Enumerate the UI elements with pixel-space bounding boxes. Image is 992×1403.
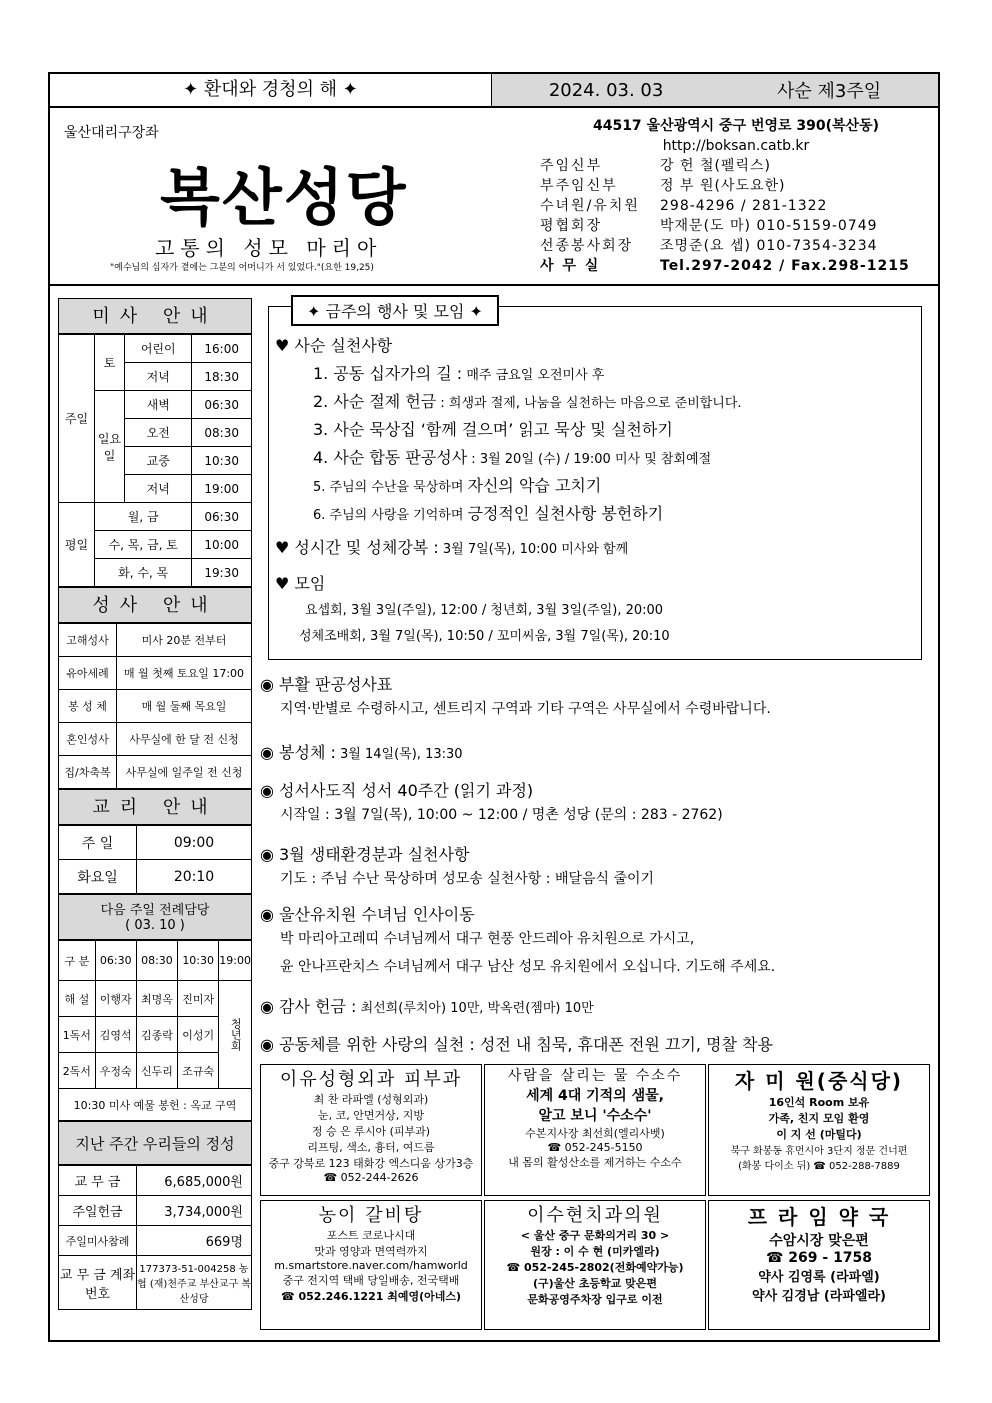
offering-table (58, 1165, 252, 1310)
website-link[interactable]: http://boksan.catb.kr (662, 138, 810, 154)
motto: "예수님의 십자가 곁에는 그분의 어머니가 서 있었다."(요한 19,25) (110, 263, 374, 273)
duty-person: 김영석 (95, 1017, 136, 1053)
mass-title: 미사 안내 (58, 298, 252, 334)
meeting-line: 요셉회, 3월 3일(주일), 12:00 / 청년회, 3월 3일(주일), 20:00 (305, 603, 664, 618)
mass-time: 19:00 (192, 475, 252, 503)
announcement: ◉ 부활 판공성사표 지역·반별로 수령하시고, 센트리지 구역과 기타 구역은 사무실에서 수령바랍니다. (260, 675, 771, 717)
info-value: 정 부 원(사도요한) (660, 178, 786, 194)
sacrament-name: 혼인성사 (59, 723, 117, 756)
duty-date: ( 03. 10 ) (125, 918, 185, 933)
sacrament-name: 집/차축복 (59, 756, 117, 789)
mass-time: 08:30 (192, 419, 252, 447)
duty-head: 구 분 (59, 941, 96, 981)
liturgical-week: 사순 제3주일 (777, 81, 882, 102)
info-key: 평협회장 (540, 218, 603, 234)
catechism-table (58, 825, 252, 894)
sacrament-name: 고해성사 (59, 624, 117, 657)
duty-title: 다음 주일 전례담당 (100, 903, 210, 918)
offering-amount: 6,685,000원 (137, 1166, 252, 1196)
info-value: 강 헌 철(펠릭스) (660, 158, 771, 174)
duty-header (58, 894, 252, 940)
announcement: ◉ 감사 헌금 : 최선희(루치아) 10만, 박옥련(젬마) 10만 (260, 997, 594, 1016)
lent-item: 5. 주님의 수난을 묵상하며 자신의 악습 고치기 (313, 476, 602, 495)
duty-table (58, 940, 252, 1121)
mass-time: 06:30 (192, 391, 252, 419)
ad-card: 자 미 원(중식당) 16인석 Room 보유 가족, 친지 모임 환영 이 지 선 (마틸다) 북구 화봉동 휴먼시아 3단지 정문 건너편 (화봉 다이소 뒤) ☎ 052-288-7889 (708, 1064, 930, 1196)
mass-time: 10:30 (192, 447, 252, 475)
mass-days: 월, 금 (95, 503, 192, 531)
duty-person: 우정숙 (95, 1053, 136, 1089)
info-key: 사 무 실 (540, 258, 601, 274)
sacrament-detail: 매 월 첫째 토요일 17:00 (117, 657, 252, 690)
info-key: 선종봉사회장 (540, 238, 634, 254)
info-key: 주임신부 (540, 158, 603, 174)
mass-name: 새벽 (125, 391, 192, 419)
announcement: ◉ 울산유치원 수녀님 인사이동 박 마리아고레띠 수녀님께서 대구 현풍 안드레아 유치원으로 가시고, 윤 안나프란치스 수녀님께서 대구 남산 성모 유치원에서 오십니다. 기도해 주세요. (260, 905, 776, 975)
lent-item: 4. 사순 합동 판공성사 : 3월 20일 (수) / 19:00 미사 및 참회예절 (313, 448, 712, 467)
mass-name: 오전 (125, 419, 192, 447)
offering-title: 지난 주간 우리들의 정성 (58, 1121, 252, 1165)
ad-card: 사람을 살리는 물 수소수 세계 4대 기적의 샘물, 알고 보니 '수소수' 수본지사장 최선희(엘리사벳) ☎ 052-245-5150 내 몸의 활성산소를 제거하는 수소수 (484, 1064, 706, 1196)
events-box (268, 302, 922, 660)
announcement: ◉ 공동체를 위한 사랑의 실천 : 성전 내 침묵, 휴대폰 전원 끄기, 명찰 착용 (260, 1035, 773, 1054)
duty-note: 10:30 미사 예물 봉헌 : 옥교 구역 (59, 1089, 252, 1121)
sacrament-name: 봉 성 체 (59, 690, 117, 723)
left-column (58, 298, 252, 1310)
sat-label: 토 (95, 335, 125, 391)
sun-label: 일요일 (95, 391, 125, 503)
parish-info (540, 116, 932, 276)
duty-head: 19:00 (219, 941, 252, 981)
ad-card: 농이 갈비탕 포스트 코로나시대 맛과 영양과 면역력까지 m.smartstore.naver.com/hamworld 중구 전지역 택배 당일배송, 전국택배 ☎ 052.246.1221 최예영(아네스) (260, 1200, 482, 1330)
mass-time: 19:30 (192, 559, 252, 587)
parish-name: 복산성당 (160, 161, 408, 234)
sacrament-detail: 사무실에 일주일 전 신청 (117, 756, 252, 789)
lent-heading: ♥ 사순 실천사항 (275, 336, 393, 355)
offering-amount: 669명 (137, 1226, 252, 1256)
mass-name: 교중 (125, 447, 192, 475)
diocese: 울산대리구장좌 (64, 125, 159, 141)
events-title: ✦ 금주의 행사 및 모임 ✦ (291, 295, 499, 326)
mass-days: 화, 수, 목 (95, 559, 192, 587)
offering-label: 주일미사참례 (59, 1226, 137, 1256)
sacrament-title: 성사 안내 (58, 587, 252, 623)
year-theme: ✦ 환대와 경청의 해 ✦ (50, 74, 492, 106)
duty-role: 해 설 (59, 981, 96, 1017)
info-value: 박재문(도 마) 010-5159-0749 (660, 218, 878, 234)
catechism-title: 교리 안내 (58, 789, 252, 825)
catechism-time: 20:10 (137, 860, 252, 894)
duty-role: 2독서 (59, 1053, 96, 1089)
announcement: ◉ 봉성체 : 3월 14일(목), 13:30 (260, 743, 463, 762)
ad-card: 이수현치과의원 < 울산 중구 문화의거리 30 > 원장 : 이 수 현 (미카엘라) ☎ 052-245-2802(전화예약가능) (구)울산 초등학교 맞은편 문화공영주차장 입구로 이전 (484, 1200, 706, 1330)
catechism-day: 주 일 (59, 826, 137, 860)
duty-person: 진미자 (178, 981, 219, 1017)
meeting-heading: ♥ 모임 (275, 574, 326, 593)
lent-item: 3. 사순 묵상집 ‘함께 걸으며’ 읽고 묵상 및 실천하기 (313, 420, 673, 439)
duty-role: 1독서 (59, 1017, 96, 1053)
duty-head: 10:30 (178, 941, 219, 981)
catechism-day: 화요일 (59, 860, 137, 894)
sacrament-detail: 미사 20분 전부터 (117, 624, 252, 657)
account-number: 177373-51-004258 농협 (재)천주교 부산교구 복산성당 (137, 1256, 252, 1310)
sacrament-detail: 사무실에 한 달 전 신청 (117, 723, 252, 756)
meeting-line: 성체조배회, 3월 7일(목), 10:50 / 꼬미씨움, 3월 7일(목), 20:10 (299, 629, 670, 644)
sacrament-table (58, 623, 252, 789)
mass-name: 어린이 (125, 335, 192, 363)
top-bar (50, 74, 938, 108)
bulletin-date: 2024. 03. 03 (548, 79, 664, 101)
info-value: 298-4296 / 281-1322 (660, 198, 828, 214)
announcement: ◉ 성서사도직 성서 40주간 (읽기 과정) 시작일 : 3월 7일(목), 10:00 ~ 12:00 / 명촌 성당 (문의 : 283 - 2762) (260, 781, 723, 823)
duty-head: 08:30 (136, 941, 177, 981)
duty-head: 06:30 (95, 941, 136, 981)
lent-item: 6. 주님의 사랑을 기억하며 긍정적인 실천사항 봉헌하기 (313, 504, 664, 523)
adoration: ♥ 성시간 및 성체강복 : 3월 7일(목), 10:00 미사와 함께 (275, 538, 629, 557)
parish-subtitle: 고통의 성모 마리아 (155, 236, 383, 260)
mass-time: 06:30 (192, 503, 252, 531)
duty-person: 이행자 (95, 981, 136, 1017)
catechism-time: 09:00 (137, 826, 252, 860)
mass-time: 16:00 (192, 335, 252, 363)
offering-label: 주일헌금 (59, 1196, 137, 1226)
lent-item: 1. 공동 십자가의 길 : 매주 금요일 오전미사 후 (313, 364, 605, 383)
address: 44517 울산광역시 중구 번영로 390(복산동) (592, 118, 880, 134)
weekday-label: 평일 (59, 503, 95, 587)
offering-label: 교 무 금 (59, 1166, 137, 1196)
duty-youth: 청년회 (219, 981, 252, 1089)
announcement: ◉ 3월 생태환경분과 실천사항 기도 : 주님 수난 묵상하며 성모송 실천사항 : 배달음식 줄이기 (260, 845, 655, 887)
duty-person: 조규숙 (178, 1053, 219, 1089)
masthead (50, 108, 938, 286)
duty-person: 김종락 (136, 1017, 177, 1053)
ads-grid (260, 1064, 934, 1332)
mass-time: 18:30 (192, 363, 252, 391)
mass-name: 저녁 (125, 475, 192, 503)
sacrament-detail: 매 월 둘째 목요일 (117, 690, 252, 723)
mass-table (58, 334, 252, 587)
ad-card: 이유성형외과 피부과 최 찬 라파엘 (성형외과) 눈, 코, 안면거상, 지방 정 승 은 루시아 (피부과) 리프팅, 색소, 흉터, 여드름 중구 강북로 123 태화강 엑스디움 상가3층 ☎ 052-244-2626 (260, 1064, 482, 1196)
bulletin-frame (48, 72, 940, 1342)
mass-days: 수, 목, 금, 토 (95, 531, 192, 559)
mass-name: 저녁 (125, 363, 192, 391)
duty-person: 최명옥 (136, 981, 177, 1017)
ad-card: 프 라 임 약 국 수암시장 맞은편 ☎ 269 - 1758 약사 김영록 (라파엘) 약사 김경남 (라파엘라) (708, 1200, 930, 1330)
info-value: Tel.297-2042 / Fax.298-1215 (660, 258, 910, 274)
info-key: 수녀원/유치원 (540, 198, 640, 214)
mass-time: 10:00 (192, 531, 252, 559)
sacrament-name: 유아세례 (59, 657, 117, 690)
duty-person: 이성기 (178, 1017, 219, 1053)
lent-item: 2. 사순 절제 헌금 : 희생과 절제, 나눔을 실천하는 마음으로 준비합니다. (313, 392, 742, 411)
sunday-label: 주일 (59, 335, 95, 503)
duty-person: 신두리 (136, 1053, 177, 1089)
info-value: 조명준(요 셉) 010-7354-3234 (660, 238, 878, 254)
account-label: 교 무 금 계좌번호 (59, 1256, 137, 1310)
offering-amount: 3,734,000원 (137, 1196, 252, 1226)
info-key: 부주임신부 (540, 178, 618, 194)
